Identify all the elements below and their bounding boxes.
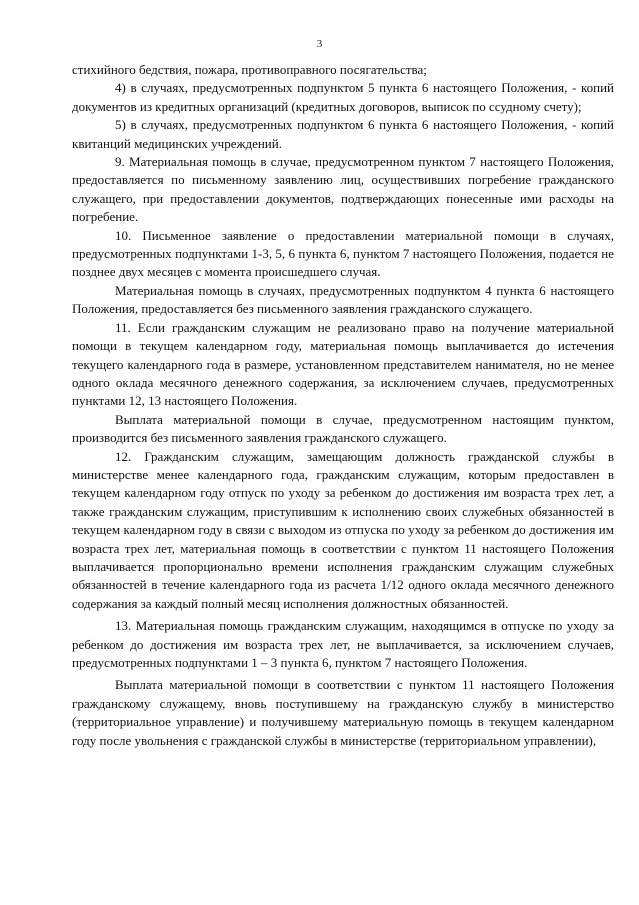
paragraph-clause-13-note: Выплата материальной помощи в соответствии с пунктом 11 настоящего Положения гражданскому служащему, вновь поступившему на гражданскую службу в министерство (территориальное управление) и получившему материальную помощь в текущем календарном году после увольнения с гражданской службы в министерстве (территориальном управлении), <box>72 677 614 748</box>
paragraph-item-5: 5) в случаях, предусмотренных подпунктом 6 пункта 6 настоящего Положения, - копий квитанций медицинских учреждений. <box>72 117 614 151</box>
paragraph-clause-12: 12. Гражданским служащим, замещающим должность гражданской службы в министерстве менее календарного года, гражданским служащим, которым предоставлен в текущем календарном году отпуск по уходу за ребенком до достижения им возраста трех лет, а также гражданским служащим, приступившим к исполнению своих служебных обязанностей в текущем календарном году в связи с выходом из отпуска по уходу за ребенком до достижения им возраста трех лет, материальная помощь в соответствии с пунктом 11 настоящего Положения выплачивается пропорционально времени исполнения гражданским служащим служебных обязанностей в течение календарного года из расчета 1/12 одного оклада месячного денежного содержания за каждый полный месяц исполнения должностных обязанностей. <box>72 448 614 611</box>
paragraph-clause-9: 9. Материальная помощь в случае, предусмотренном пунктом 7 настоящего Положения, предоставляется по письменному заявлению лиц, осуществивших погребение гражданского служащего, при предоставлении документов, подтверждающих понесенные ими расходы на погребение. <box>72 154 614 225</box>
paragraph-clause-13: 13. Материальная помощь гражданским служащим, находящимся в отпуске по уходу за ребенком до достижения им возраста трех лет, не выплачивается, за исключением случаев, предусмотренных подпунктами 1 – 3 пункта 6, пунктом 7 настоящего Положения. <box>72 618 614 670</box>
paragraph-item-4: 4) в случаях, предусмотренных подпунктом 5 пункта 6 настоящего Положения, - копий документов из кредитных организаций (кредитных договоров, выписок по ссудному счету); <box>72 80 614 114</box>
paragraph-continuation: стихийного бедствия, пожара, противоправного посягательства; <box>72 62 427 77</box>
page-number: 3 <box>316 38 323 50</box>
document-body <box>72 61 614 750</box>
paragraph-clause-11: 11. Если гражданским служащим не реализовано право на получение материальной помощи в текущем календарном году, материальная помощь выплачивается до истечения текущего календарного года в размере, установленном представителем нанимателя, но не менее одного оклада месячного денежного содержания, за исключением случаев, предусмотренных пунктами 12, 13 настоящего Положения. <box>72 319 614 409</box>
paragraph-clause-11-note: Выплата материальной помощи в случае, предусмотренном настоящим пунктом, производится без письменного заявления гражданского служащего. <box>72 411 614 446</box>
paragraph-clause-10-note: Материальная помощь в случаях, предусмотренных подпунктом 4 пункта 6 настоящего Положения, предоставляется без письменного заявления гражданского служащего. <box>72 282 614 317</box>
paragraph-clause-10: 10. Письменное заявление о предоставлении материальной помощи в случаях, предусмотренных подпунктами 1-3, 5, 6 пункта 6, пунктом 7 настоящего Положения, подается не позднее двух месяцев с момента происшедшего случая. <box>72 227 614 280</box>
